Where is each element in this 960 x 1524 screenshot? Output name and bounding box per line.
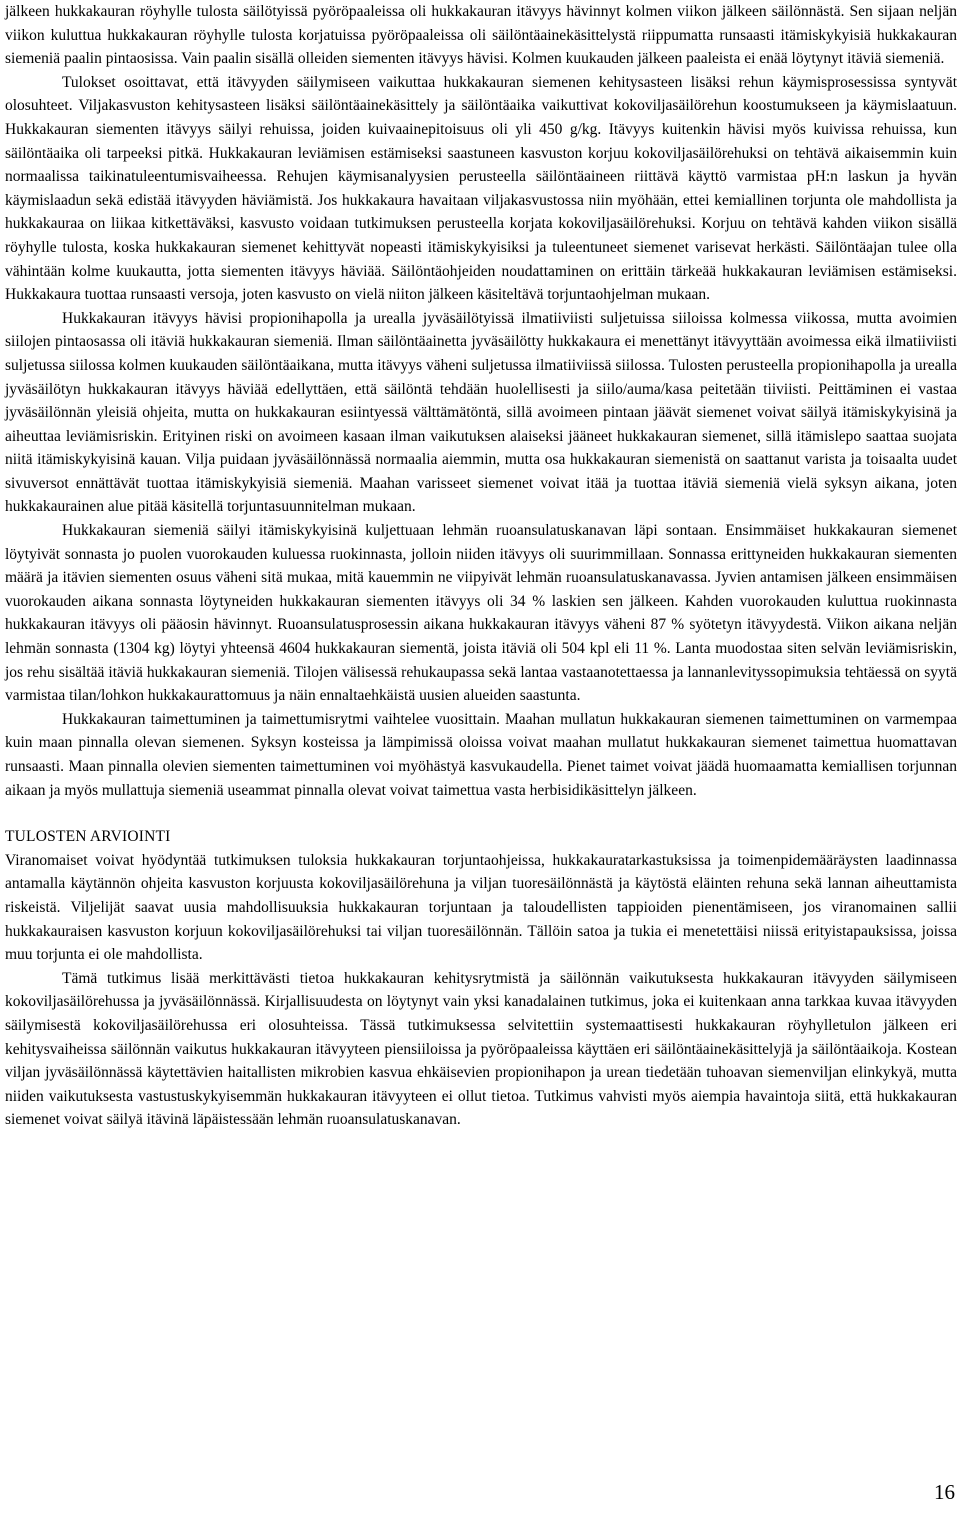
paragraph: Hukkakauran taimettuminen ja taimettumisrytmi vaihtelee vuosittain. Maahan mullatun hukkakauran siemenen taimettuminen on varmempaa kuin maan pinnalla olevan siemenen. Syksyn kosteissa ja lämpimissä oloissa voivat maahan mullatut hukkakauran siemenet taimettua huomattavan runsaasti. Maan pinnalla olevien siementen taimettuminen voi myöhästyä kasvukaudella. Pienet taimet voivat jäädä huomaamatta kemiallisen torjunnan aikaan ja myös mullattuja siemeniä useammat pinnalla olevat voivat taimettua vasta herbisidikäsittelyn jälkeen. [5,710,957,799]
paragraph: jälkeen hukkakauran röyhylle tulosta säilötyissä pyöröpaaleissa oli hukkakauran itävyys hävinnyt kolmen viikon jälkeen säilönnästä. Sen sijaan neljän viikon kuluttua hukkakauran röyhylle tulosta korjatuissa pyöröpaaleissa oli säilöntäainekäsittelystä riippumatta runsaasti itämiskykyisiä hukkakauran siemeniä paalin pintaosissa. Vain paalin sisällä olleiden siementen itävyys hävisi. Kolmen kuukauden jälkeen paaleista ei enää löytynyt itäviä siemeniä. [5,3,957,68]
body-text-top [5,0,957,802]
page-number: 16 [934,1480,955,1504]
paragraph: Tulokset osoittavat, että itävyyden säilymiseen vaikuttaa hukkakauran siemenen kehitysasteen lisäksi rehun käymisprosessissa syntyvät olosuhteet. Viljakasvuston kehitysasteen lisäksi säilöntäainekäsittely ja säilöntäaika vaikuttivat kokoviljasäilörehun koostumukseen ja käymislaatuun. Hukkakauran siementen itävyys säilyi rehuissa, joiden kuivaainepitoisuus oli yli 450 g/kg. Itävyys kuitenkin hävisi myös kuivissa rehuissa, kun säilöntäaika oli tarpeeksi pitkä. Hukkakauran leviämisen estämiseksi saastuneen kasvuston korjuu kokoviljasäilörehuksi on tehtävä aikaisemmin kuin normaalissa taikinatuleentumisvaiheessa. Rehujen käymisanalyysien perusteella säilöntäaineen riittävä käyttö varmistaa pH:n laskun ja hyvän käymislaadun sekä edistää itävyyden häviämistä. Jos hukkakaura havaitaan viljakasvustossa niin myöhään, ettei kemiallinen torjunta ole mahdollista ja hukkakauraa on liikaa kitkettäväksi, kasvusto voidaan tutkimuksen perusteella korjata kokoviljasäilörehuksi. Korjuu on tehtävä kahden viikon sisällä röyhylle tulosta, koska hukkakauran siemenet kehittyvät nopeasti itämiskykyisiksi ja tuleentuneet siemenet varisevat herkästi. Säilöntäajan tulee olla vähintään kolme kuukautta, jotta siementen itävyys häviää. Säilöntäohjeiden noudattaminen on erittäin tärkeää hukkakauran leviämisen estämiseksi. Hukkakaura tuottaa runsaasti versoja, joten kasvusto on vielä niiton jälkeen käsiteltävä torjuntaohjelman mukaan. [5,73,957,304]
body-text-bottom [5,849,957,1132]
paragraph: Hukkakauran siemeniä säilyi itämiskykyisinä kuljettuaan lehmän ruoansulatuskanavan läpi sontaan. Ensimmäiset hukkakauran siemenet löytyivät sonnasta jo puolen vuorokauden kuluessa ruokinnasta, jolloin niiden itävyys oli suurimmillaan. Sonnassa erittyneiden hukkakauran siementen määrä ja itävien siementen osuus väheni sitä mukaa, mitä kauemmin ne viipyivät lehmän ruoansulatuskanavassa. Jyvien antamisen jälkeen ensimmäisen vuorokauden aikana sonnasta löytyneiden hukkakauran siementen itävyys oli 34 % laskien sen jälkeen. Kahden vuorokauden kuluttua ruokinnasta hukkakauran itävyys oli pääosin hävinnyt. Ruoansulatusprosessin aikana hukkakauran itävyys väheni 87 % syötetyn itävyydestä. Viikon aikana neljän lehmän sonnasta (1304 kg) löytyi yhteensä 4604 hukkakauran siementä, joista itäviä oli 504 kpl eli 11 %. Lanta muodostaa siten selvän leviämisriskin, jos rehu sisältää itäviä hukkakauran siemeniä. Tilojen välisessä rehukaupassa sekä lantaa vastaanotettaessa ja lannanlevityssopimuksia tehtäessä on syytä varmistaa tilan/lohkon hukkakaurattomuus ja näin ennaltaehkäistä uusien alueiden saastunta. [5,522,957,705]
section-heading: TULOSTEN ARVIOINTI [5,828,171,846]
paragraph: Hukkakauran itävyys hävisi propionihapolla ja urealla jyväsäilötyissä ilmatiiviisti suljetuissa siiloissa kolmessa viikossa, mutta avoimien siilojen pintaosassa oli itäviä hukkakauran siemeniä. Ilman säilöntäainetta jyväsäilötty hukkakaura ei menettänyt itävyyttään avoimessa eikä ilmatiiviisti suljetussa siilossa kolmen kuukauden säilöntäaikana, mutta itävyys väheni suljetussa ilmatiiviissä siilossa. Tulosten perusteella propionihapolla ja urealla jyväsäilötyn hukkakauran itävyys häviää edellyttäen, että säilöntä tehdään huolellisesti ja siilo/auma/kasa peitetään tiiviisti. Peittäminen ei vastaa jyväsäilönnän yleisiä ohjeita, mutta on hukkakauran esiintyessä välttämätöntä, sillä avoimeen pintaan jäävät siemenet voivat säilyä itämiskykyisinä ja aiheuttaa leviämisriskin. Erityinen riski on avoimeen kasaan ilman vaikutuksen alaiseksi jääneet hukkakauran siemenet, sillä itämislepo saattaa suojata niitä itämiskykyisinä kauan. Vilja puidaan jyväsäilönnässä normaalia aiemmin, mutta osa hukkakauran siemenistä on saattanut varista ja toisaalta uudet sivuversot ennättävät tuottaa itämiskykyisiä siemeniä. Maahan varisseet siemenet voivat itää ja tuottaa itäviä siemeniä vielä syksyn aikana, joten hukkakaurainen alue pitää käsitellä torjuntasuunnitelman mukaan. [5,309,957,516]
paragraph: Tämä tutkimus lisää merkittävästi tietoa hukkakauran kehitysrytmistä ja säilönnän vaikutuksesta hukkakauran itävyyden säilymiseen kokoviljasäilörehussa ja jyväsäilönnässä. Kirjallisuudesta on löytynyt vain yksi kanadalainen tutkimus, joka ei kuitenkaan anna tarkkaa kuvaa itävyyden säilymisestä kokoviljasäilörehussa eri olosuhteissa. Tässä tutkimuksessa selvitettiin systemaattisesti hukkakauran röyhylletulon jälkeen eri kehitysvaiheissa säilönnän vaikutus hukkakauran itävyyteen piensiiloissa ja pyöröpaaleissa käyttäen eri säilöntäainekäsittelyjä ja säilöntäaikoja. Kostean viljan jyväsäilönnässä käytettävien haitallisten mikrobien kasvua ehkäisevien propionihapon ja urean tiedetään tuhoavan siemenviljan elinkykyä, mutta niiden vaikutuksesta vastustuskykyisemmän hukkakauran itävyyteen ei ollut tietoa. Tutkimus vahvisti myös aiempia havaintoja siitä, että hukkakauran siemenet voivat säilyä itävinä läpäistessään lehmän ruoansulatuskanavan. [5,969,957,1129]
paragraph: Viranomaiset voivat hyödyntää tutkimuksen tuloksia hukkakauran torjuntaohjeissa, hukkakauratarkastuksissa ja toimenpidemääräysten laadinnassa antamalla käytännön ohjeita kasvuston korjuusta kokoviljasäilörehuna ja viljan tuoresäilönnästä ja käytöstä eläinten rehuna sekä lannan aiheuttamista riskeistä. Viljelijät saavat uusia mahdollisuuksia hukkakauran torjuntaan ja taloudellisten tappioiden pienentämiseen, jos viranomainen sallii hukkakauraisen kasvuston korjuun kokoviljasäilörehuksi tai viljan tuoresäilönnän. Tällöin satoa ja tukia ei menetettäisi niissä erityistapauksissa, joissa muu torjunta ei ole mahdollista. [5,851,957,964]
